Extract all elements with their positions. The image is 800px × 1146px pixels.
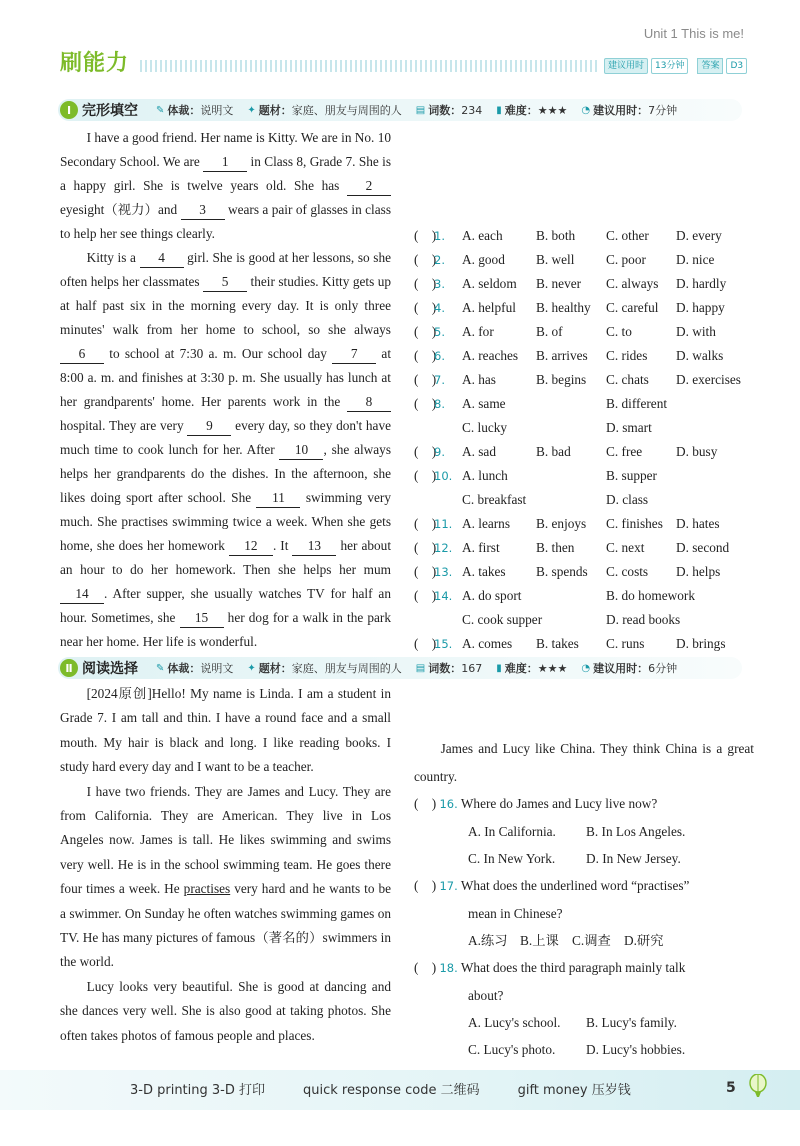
option-a[interactable]: A. same <box>462 396 506 411</box>
words-value: 167 <box>461 661 483 675</box>
option-a[interactable]: A. lunch <box>462 468 508 483</box>
option-c[interactable]: C. In New York. <box>468 851 556 866</box>
option-d[interactable]: D. nice <box>676 252 715 267</box>
blank-3: 3 <box>181 201 225 220</box>
genre-value: 说明文 <box>200 104 234 117</box>
option-b[interactable]: B. never <box>536 276 582 291</box>
blank-4: 4 <box>140 249 184 268</box>
reading-paragraph-4: James and Lucy like China. They think China is a great country. <box>414 741 754 784</box>
page-number: 5 <box>726 1080 736 1096</box>
time-label: 建议用时 <box>604 58 648 74</box>
option-c[interactable]: C. lucky <box>462 420 508 435</box>
section-number: Ⅱ <box>60 659 78 677</box>
option-row-3: ( ) 3. A. seldom B. never C. always D. hardly <box>414 272 754 296</box>
option-a[interactable]: A. has <box>462 372 496 387</box>
document-icon: ▤ <box>415 104 426 116</box>
cloze-options <box>414 224 754 656</box>
option-b[interactable]: B. In Los Angeles. <box>586 824 686 839</box>
blank-13: 13 <box>292 537 336 556</box>
blank-7: 7 <box>332 345 376 364</box>
option-d[interactable]: D. exercises <box>676 372 741 387</box>
option-a[interactable]: A. first <box>462 540 500 555</box>
option-c[interactable]: C.调查 <box>572 933 611 948</box>
option-b[interactable]: B. enjoys <box>536 516 587 531</box>
option-a[interactable]: A. Lucy's school. <box>468 1015 561 1030</box>
footer-vocabulary <box>130 1079 631 1098</box>
blank-10: 10 <box>279 441 323 460</box>
question-17: ( ) 17. What does the underlined word “practises” <box>414 878 690 893</box>
option-row-10: ( ) 10. A. lunch B. supper <box>414 464 754 488</box>
blank-9: 9 <box>187 417 231 436</box>
reading-passage-right <box>414 680 754 790</box>
option-d[interactable]: D. hates <box>676 516 720 531</box>
option-row-6: ( ) 6. A. reaches B. arrives C. rides D. walks <box>414 344 754 368</box>
option-d[interactable]: D. smart <box>606 420 652 435</box>
option-row-12: ( ) 12. A. first B. then C. next D. second <box>414 536 754 560</box>
option-d[interactable]: D. helps <box>676 564 721 579</box>
option-a[interactable]: A. reaches <box>462 348 519 363</box>
blank-8: 8 <box>347 393 391 412</box>
option-row-11: ( ) 11. A. learns B. enjoys C. finishes D. hates <box>414 512 754 536</box>
blank-5: 5 <box>203 273 247 292</box>
option-a[interactable]: A. learns <box>462 516 510 531</box>
difficulty-stars: ★★★ <box>537 661 568 675</box>
reading-questions <box>414 790 754 1063</box>
option-c[interactable]: C. rides <box>606 348 648 363</box>
time-value: 6分钟 <box>648 662 678 675</box>
option-d[interactable]: D. happy <box>676 300 725 315</box>
option-d[interactable]: D.研究 <box>624 933 664 948</box>
option-d[interactable]: D. walks <box>676 348 724 363</box>
section-number: Ⅰ <box>60 101 78 119</box>
option-d[interactable]: D. busy <box>676 444 718 459</box>
question-16: ( ) 16. Where do James and Lucy live now? <box>414 796 658 811</box>
reading-paragraph-3: Lucy looks very beautiful. She is good at dancing and she dances very well. She is also good at taking photos. She often takes photos of famous people and places. <box>60 978 391 1043</box>
words-label: 词数： <box>428 662 462 675</box>
option-d[interactable]: D. hardly <box>676 276 727 291</box>
genre-value: 说明文 <box>200 662 234 675</box>
cloze-paragraph-1: I have a good friend. Her name is Kitty. We are in No. 10 Secondary School. We are 1 in Class 8, Grade 7. She is a happy girl. She is twelve years old. She has 2 eyesight（视力）and 3 wears a pair of glasses in class to help her see things clearly. <box>60 130 392 241</box>
unit-title: Unit 1 This is me! <box>643 26 744 41</box>
option-row-5: ( ) 5. A. for B. of C. to D. with <box>414 320 754 344</box>
option-a[interactable]: A. takes <box>462 564 506 579</box>
option-b[interactable]: B. of <box>536 324 563 339</box>
option-a[interactable]: A. helpful <box>462 300 516 315</box>
option-c[interactable]: C. always <box>606 276 659 291</box>
reading-passage-left <box>60 682 391 1048</box>
topic-label: 题材： <box>258 104 292 117</box>
option-b[interactable]: B. different <box>606 396 668 411</box>
bar-chart-icon: ▮ <box>496 662 502 674</box>
option-d[interactable]: D. class <box>606 492 649 507</box>
genre-label: 体裁： <box>167 662 201 675</box>
option-c[interactable]: C. cook supper <box>462 612 543 627</box>
blank-11: 11 <box>256 489 300 508</box>
option-b[interactable]: B. well <box>536 252 575 267</box>
option-b[interactable]: B. takes <box>536 636 579 651</box>
underlined-word: practises <box>183 881 231 897</box>
question-18-cont: about? <box>468 988 504 1003</box>
option-row-4: ( ) 4. A. helpful B. healthy C. careful D. happy <box>414 296 754 320</box>
footer-word-3: gift money 压岁钱 <box>517 1083 631 1098</box>
option-row-8: ( ) 8. A. same B. different <box>414 392 754 416</box>
option-row-8-cont <box>414 416 754 440</box>
genre-label: 体裁： <box>167 104 201 117</box>
time-badge <box>604 58 747 74</box>
words-value: 234 <box>461 103 483 117</box>
words-label: 词数： <box>428 104 462 117</box>
difficulty-label: 难度： <box>504 104 538 117</box>
topic-value: 家庭、朋友与周围的人 <box>291 662 402 675</box>
section-title: 完形填空 <box>82 103 138 119</box>
option-row-1: ( ) 1. A. each B. both C. other D. every <box>414 224 754 248</box>
reading-paragraph-2: I have two friends. They are James and Lucy. They are from California. They are American. They live in Los Angeles now. James is tall. He likes swimming and swims very well. He is in the school swimming team. He goes there four times a week. He practises very hard and he wants to be a swimmer. On Sunday he often watches swimming games on TV. He has many pictures of famous（著名的）swimmers in the world. <box>60 783 391 970</box>
option-row-14: ( ) 14. A. do sport B. do homework <box>414 584 754 608</box>
option-d[interactable]: D. every <box>676 228 722 243</box>
option-c[interactable]: C. costs <box>606 564 649 579</box>
blank-14: 14 <box>60 585 104 604</box>
option-d[interactable]: D. Lucy's hobbies. <box>586 1042 686 1057</box>
time-value: 7分钟 <box>648 104 678 117</box>
blank-2: 2 <box>347 177 391 196</box>
option-b[interactable]: B. then <box>536 540 575 555</box>
blank-12: 12 <box>229 537 273 556</box>
option-c[interactable]: C. runs <box>606 636 645 651</box>
option-row-13: ( ) 13. A. takes B. spends C. costs D. helps <box>414 560 754 584</box>
option-a[interactable]: A. seldom <box>462 276 517 291</box>
option-row-9: ( ) 9. A. sad B. bad C. free D. busy <box>414 440 754 464</box>
clock-icon: ◔ <box>581 104 591 116</box>
option-row-10-cont <box>414 488 754 512</box>
option-c[interactable]: C. finishes <box>606 516 663 531</box>
brand-logo: 刷能力 <box>60 51 130 76</box>
option-row-15: ( ) 15. A. comes B. takes C. runs D. brings <box>414 632 754 656</box>
option-c[interactable]: C. to <box>606 324 632 339</box>
option-c[interactable]: C. careful <box>606 300 659 315</box>
option-b[interactable]: B. Lucy's family. <box>586 1015 677 1030</box>
answer-label: 答案 <box>697 58 723 74</box>
option-a[interactable]: A. do sport <box>462 588 522 603</box>
option-c[interactable]: C. breakfast <box>462 492 527 507</box>
question-18: ( ) 18. What does the third paragraph mainly talk <box>414 960 686 975</box>
question-18-options <box>414 1009 754 1063</box>
clock-icon: ◔ <box>581 662 591 674</box>
option-a[interactable]: A. each <box>462 228 503 243</box>
footer-word-1: 3-D printing 3-D 打印 <box>130 1083 265 1098</box>
cloze-paragraph-2: Kitty is a 4 girl. She is good at her lessons, so she often helps her classmates 5 their studies. Kitty gets up at half past six in the morning every day. It is only three minutes' walk from her home to school, so she always 6 to school at 7:30 a. m. Our school day 7 at 8:00 a. m. and finishes at 3:30 p. m. She usually has lunch at her grandparents' home. Her parents work in the 8 hospital. They are very 9 every day, so they don't have much time to cook lunch for her. After 10 , she always helps her grandparents do the dishes. In the afternoon, she likes doing sport after school. She 11 swimming very much. She practises swimming twice a week. When she gets home, she does her homework 12 . It 13 her about an hour to do her homework. Then she helps her mum 14 . After supper, she usually watches TV for half an hour. Sometimes, she 15 her dog for a walk in the park near her home. Her life is wonderful. <box>60 250 392 649</box>
option-b[interactable]: B. do homework <box>606 588 696 603</box>
section-cloze-bar <box>58 99 742 121</box>
option-a[interactable]: A. In California. <box>468 824 556 839</box>
option-d[interactable]: D. In New Jersey. <box>586 851 681 866</box>
option-d[interactable]: D. second <box>676 540 730 555</box>
option-a[interactable]: A.练习 <box>468 933 508 948</box>
option-d[interactable]: D. with <box>676 324 716 339</box>
option-row-14-cont <box>414 608 754 632</box>
cloze-passage-left <box>60 126 391 654</box>
option-a[interactable]: A. good <box>462 252 505 267</box>
option-b[interactable]: B. begins <box>536 372 587 387</box>
option-b[interactable]: B. arrives <box>536 348 588 363</box>
option-d[interactable]: D. brings <box>676 636 726 651</box>
option-c[interactable]: C. next <box>606 540 645 555</box>
time-value: 13分钟 <box>651 58 688 74</box>
question-16-options <box>414 818 754 872</box>
section-reading-bar <box>58 657 742 679</box>
option-c[interactable]: C. poor <box>606 252 646 267</box>
section-title: 阅读选择 <box>82 661 138 677</box>
option-a[interactable]: A. comes <box>462 636 513 651</box>
option-b[interactable]: B. healthy <box>536 300 591 315</box>
time-label: 建议用时： <box>593 662 649 675</box>
option-b[interactable]: B. both <box>536 228 576 243</box>
star-icon: ✦ <box>247 662 256 674</box>
star-icon: ✦ <box>247 104 256 116</box>
topic-label: 题材： <box>258 662 292 675</box>
option-c[interactable]: C. free <box>606 444 643 459</box>
answer-page: D3 <box>726 58 747 74</box>
blank-1: 1 <box>203 153 247 172</box>
topic-value: 家庭、朋友与周围的人 <box>291 104 402 117</box>
option-d[interactable]: D. read books <box>606 612 681 627</box>
option-b[interactable]: B. supper <box>606 468 657 483</box>
option-b[interactable]: B. spends <box>536 564 588 579</box>
option-row-2: ( ) 2. A. good B. well C. poor D. nice <box>414 248 754 272</box>
decorative-strip <box>140 60 600 72</box>
blank-15: 15 <box>180 609 224 628</box>
option-b[interactable]: B. bad <box>536 444 571 459</box>
time-label: 建议用时： <box>593 104 649 117</box>
option-a[interactable]: A. sad <box>462 444 496 459</box>
document-icon: ▤ <box>415 662 426 674</box>
option-a[interactable]: A. for <box>462 324 494 339</box>
option-b[interactable]: B.上课 <box>520 933 559 948</box>
question-17-cont: mean in Chinese? <box>468 906 563 921</box>
option-row-7: ( ) 7. A. has B. begins C. chats D. exercises <box>414 368 754 392</box>
balloon-icon <box>748 1074 768 1098</box>
bar-chart-icon: ▮ <box>496 104 502 116</box>
option-c[interactable]: C. other <box>606 228 649 243</box>
blank-6: 6 <box>60 345 104 364</box>
difficulty-stars: ★★★ <box>537 103 568 117</box>
option-c[interactable]: C. chats <box>606 372 649 387</box>
option-c[interactable]: C. Lucy's photo. <box>468 1042 556 1057</box>
question-17-options <box>414 927 754 954</box>
pencil-icon: ✎ <box>156 662 165 674</box>
difficulty-label: 难度： <box>504 662 538 675</box>
reading-paragraph-1: [2024原创]Hello! My name is Linda. I am a student in Grade 7. I am tall and thin. I have a round face and a small mouth. My hair is black and long. I like reading books. I study hard every day and I want to be a teacher. <box>60 686 391 775</box>
footer-word-2: quick response code 二维码 <box>303 1083 480 1098</box>
pencil-icon: ✎ <box>156 104 165 116</box>
